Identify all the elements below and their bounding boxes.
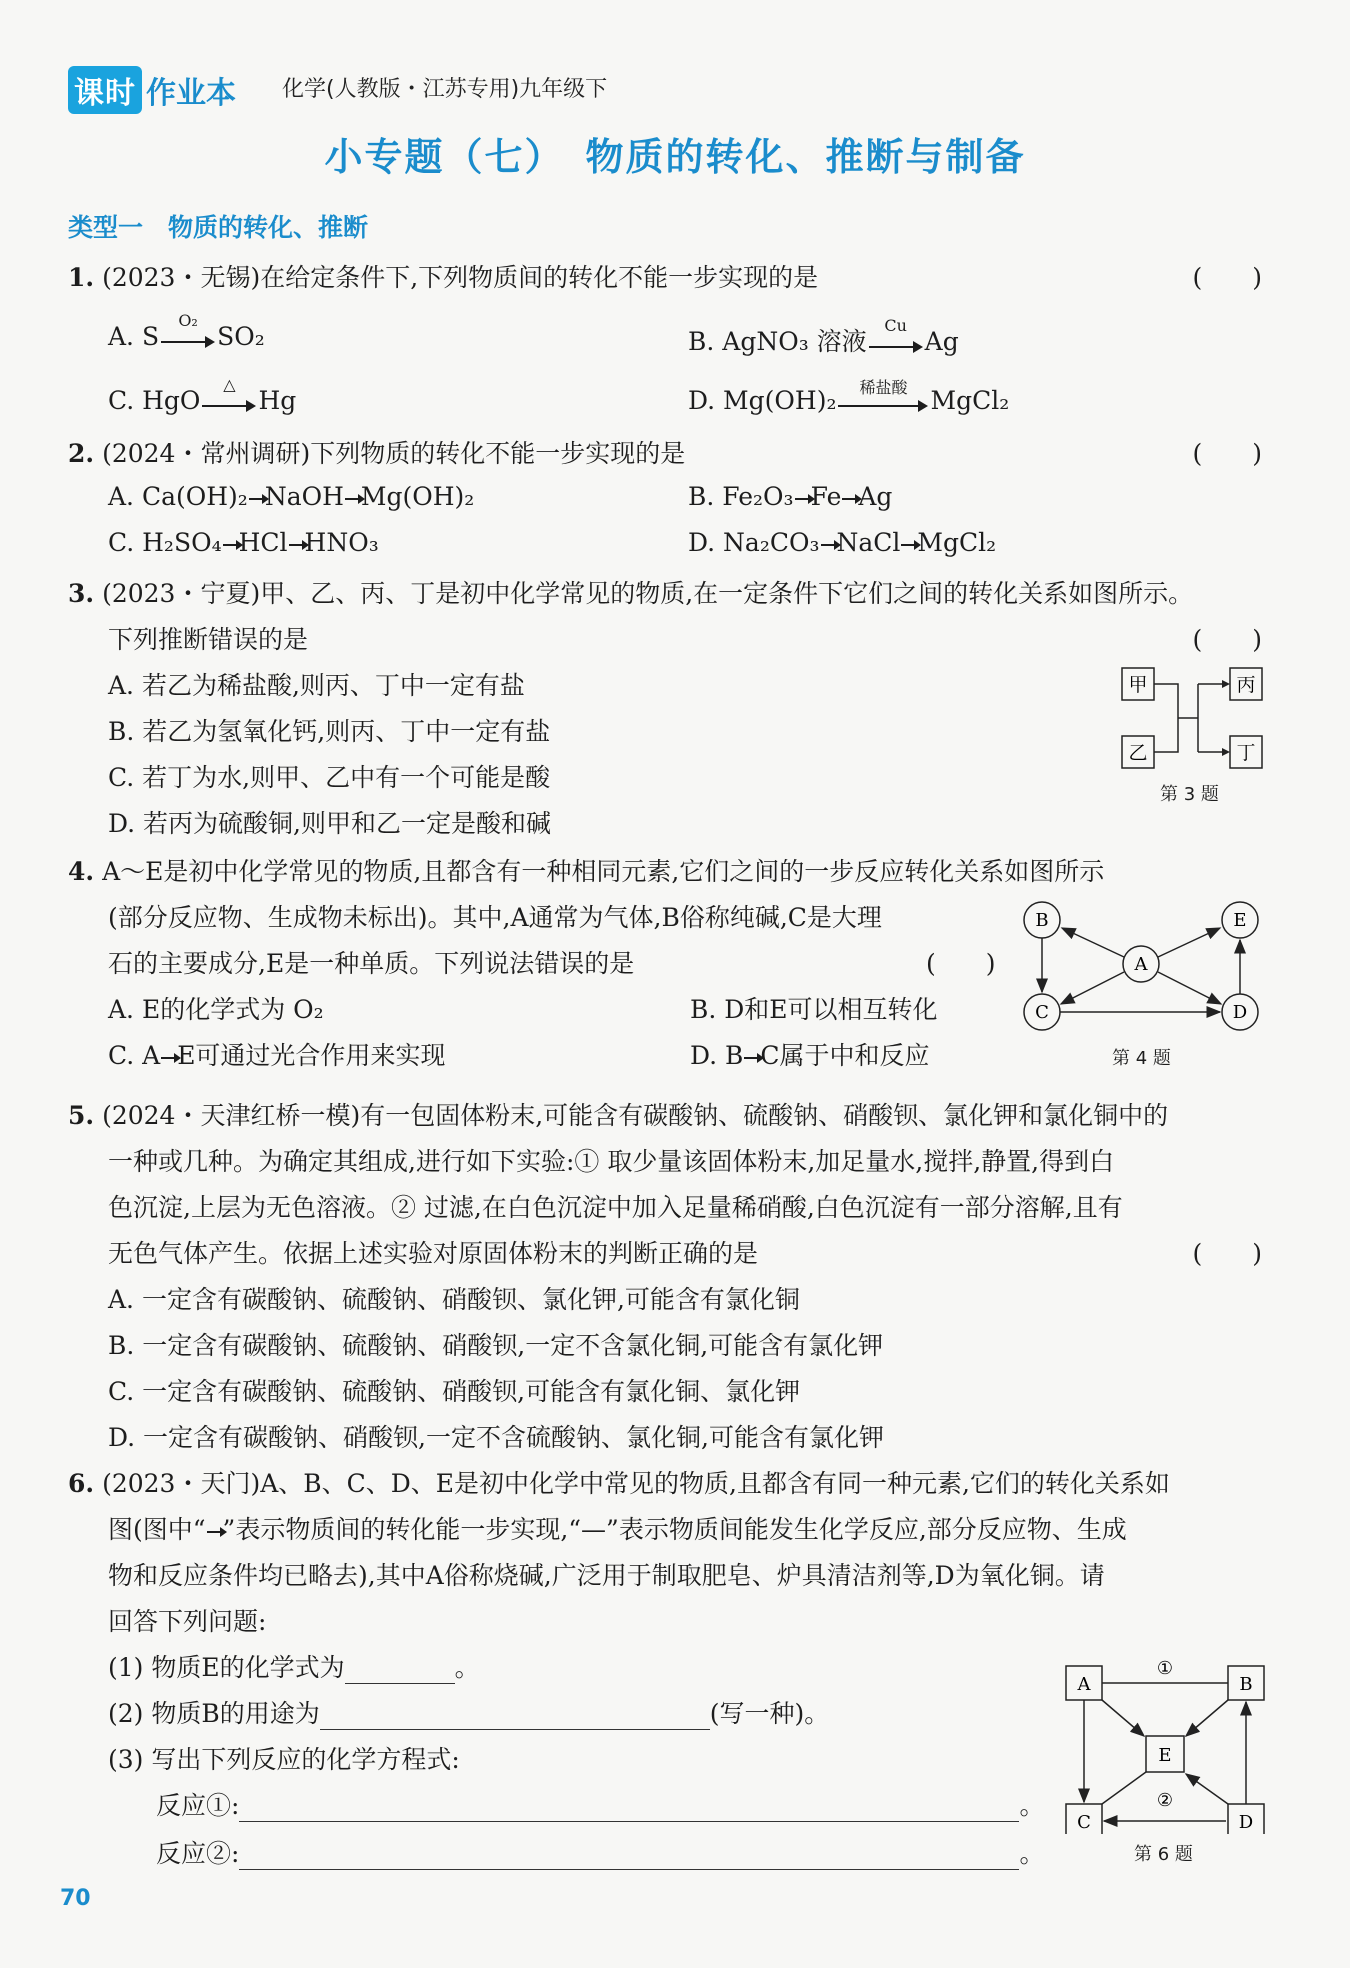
q6-mark-1: ① [1156, 1658, 1174, 1679]
page-number: 70 [60, 1886, 91, 1911]
q3-option-b: B. 若乙为氢氧化钙,则丙、丁中一定有盐 [108, 717, 551, 746]
q4-node-c: C [1035, 1002, 1049, 1023]
logo-mark: 课时 [68, 66, 142, 114]
q6-reaction-1: 反应①: 。 [156, 1791, 1045, 1820]
q3-node-yi: 乙 [1128, 742, 1148, 764]
q3-caption: 第 3 题 [1160, 784, 1219, 805]
q3-stem-2: 下列推断错误的是 [108, 625, 309, 654]
q1-answer-bracket: ( ) [1192, 263, 1262, 292]
q6-stem-2: 图(图中“ ”表示物质间的转化能一步实现,“—”表示物质间能发生化学反应,部分反应物、生成 [108, 1515, 1127, 1544]
q4-diagram [1010, 890, 1270, 1040]
publisher-logo [68, 66, 236, 114]
q5-stem-3: 色沉淀,上层为无色溶液。② 过滤,在白色沉淀中加入足量稀硝酸,白色沉淀有一部分溶解,且有 [108, 1193, 1123, 1222]
q4-node-a: A [1134, 954, 1148, 975]
q5-option-c: C. 一定含有碳酸钠、硫酸钠、硝酸钡,可能含有氯化铜、氯化钾 [108, 1377, 801, 1406]
q3-node-ding: 丁 [1236, 742, 1256, 764]
q1-option-d: D. Mg(OH)₂ 稀盐酸 MgCl₂ [688, 377, 1010, 415]
q3-node-bing: 丙 [1236, 674, 1256, 696]
q4-stem-3: 石的主要成分,E是一种单质。下列说法错误的是 [108, 949, 635, 978]
q2-option-a: A. Ca(OH)₂ NaOH Mg(OH)₂ [108, 482, 475, 511]
q2-option-b: B. Fe₂O₃ Fe Ag [688, 482, 893, 511]
q2-stem: 2. (2024・常州调研)下列物质的转化不能一步实现的是 [68, 439, 686, 468]
q3-option-c: C. 若丁为水,则甲、乙中有一个可能是酸 [108, 763, 551, 792]
q2-answer-bracket: ( ) [1192, 439, 1262, 468]
q6-part-2: (2) 物质B的用途为 (写一种)。 [108, 1699, 830, 1728]
q3-option-a: A. 若乙为稀盐酸,则丙、丁中一定有盐 [108, 671, 525, 700]
q1-option-a: A. S O₂ SO₂ [108, 310, 265, 351]
q1-stem: 1. (2023・无锡)在给定条件下,下列物质间的转化不能一步实现的是 [68, 263, 819, 292]
q3-diagram [1112, 660, 1272, 780]
q6-part-1: (1) 物质E的化学式为 。 [108, 1653, 480, 1682]
q3-answer-bracket: ( ) [1192, 625, 1262, 654]
q1-option-b: B. AgNO₃ 溶液 Cu Ag [688, 315, 959, 356]
q4-node-e: E [1233, 910, 1247, 931]
subject-line: 化学(人教版・江苏专用)九年级下 [282, 77, 608, 102]
q6-caption: 第 6 题 [1134, 1844, 1193, 1865]
q5-stem-2: 一种或几种。为确定其组成,进行如下实验:① 取少量该固体粉末,加足量水,搅拌,静置,得到白 [108, 1147, 1115, 1176]
q5-stem: 5. (2024・天津红桥一模)有一包固体粉末,可能含有碳酸钠、硫酸钠、硝酸钡、氯化钾和氯化铜中的 [68, 1101, 1169, 1130]
q6-diagram [1060, 1644, 1280, 1834]
q6-blank-2[interactable] [320, 1707, 710, 1730]
q4-option-d: D. B C属于中和反应 [690, 1041, 930, 1070]
q6-node-c: C [1077, 1812, 1091, 1833]
q6-node-d: D [1238, 1812, 1254, 1833]
q4-option-a: A. E的化学式为 O₂ [108, 995, 324, 1024]
q4-caption: 第 4 题 [1112, 1048, 1171, 1069]
q5-stem-4: 无色气体产生。依据上述实验对原固体粉末的判断正确的是 [108, 1239, 759, 1268]
q6-node-e: E [1158, 1745, 1172, 1766]
q6-stem: 6. (2023・天门)A、B、C、D、E是初中化学中常见的物质,且都含有同一种元素,它们的转化关系如 [68, 1469, 1170, 1498]
q1-option-c: C. HgO △ Hg [108, 374, 297, 415]
q5-option-a: A. 一定含有碳酸钠、硫酸钠、硝酸钡、氯化钾,可能含有氯化铜 [108, 1285, 800, 1314]
q6-stem-4: 回答下列问题: [108, 1607, 267, 1636]
q4-stem-2: (部分反应物、生成物未标出)。其中,A通常为气体,B俗称纯碱,C是大理 [108, 903, 882, 932]
q6-mark-2: ② [1156, 1790, 1174, 1811]
q4-answer-bracket: ( ) [926, 949, 996, 978]
q3-node-jia: 甲 [1128, 674, 1148, 696]
q5-option-b: B. 一定含有碳酸钠、硫酸钠、硝酸钡,一定不含氯化铜,可能含有氯化钾 [108, 1331, 884, 1360]
section-heading: 类型一 物质的转化、推断 [68, 213, 369, 242]
q4-node-d: D [1232, 1002, 1248, 1023]
q6-stem-3: 物和反应条件均已略去),其中A俗称烧碱,广泛用于制取肥皂、炉具清洁剂等,D为氧化铜。请 [108, 1561, 1105, 1590]
q5-option-d: D. 一定含有碳酸钠、硝酸钡,一定不含硫酸钠、氯化铜,可能含有氯化钾 [108, 1423, 884, 1452]
q6-blank-3[interactable] [239, 1799, 1019, 1822]
q6-node-b: B [1239, 1674, 1253, 1695]
q6-blank-1[interactable] [345, 1661, 455, 1684]
q4-node-b: B [1035, 910, 1049, 931]
q3-option-d: D. 若丙为硫酸铜,则甲和乙一定是酸和碱 [108, 809, 551, 838]
q6-blank-4[interactable] [239, 1847, 1019, 1870]
q5-answer-bracket: ( ) [1192, 1239, 1262, 1268]
q3-stem: 3. (2023・宁夏)甲、乙、丙、丁是初中化学常见的物质,在一定条件下它们之间的转化关系如图所示。 [68, 579, 1194, 608]
q4-option-c: C. A E可通过光合作用来实现 [108, 1041, 446, 1070]
q4-stem: 4. A～E是初中化学常见的物质,且都含有一种相同元素,它们之间的一步反应转化关系如图所示 [68, 857, 1105, 886]
q6-node-a: A [1077, 1674, 1091, 1695]
q2-option-d: D. Na₂CO₃ NaCl MgCl₂ [688, 528, 997, 557]
q2-option-c: C. H₂SO₄ HCl HNO₃ [108, 528, 379, 557]
q4-option-b: B. D和E可以相互转化 [690, 995, 938, 1024]
logo-text: 作业本 [146, 76, 236, 111]
q6-reaction-2: 反应②: 。 [156, 1839, 1045, 1868]
q6-part-3: (3) 写出下列反应的化学方程式: [108, 1745, 460, 1774]
page-title: 小专题（七） 物质的转化、推断与制备 [324, 135, 1026, 179]
